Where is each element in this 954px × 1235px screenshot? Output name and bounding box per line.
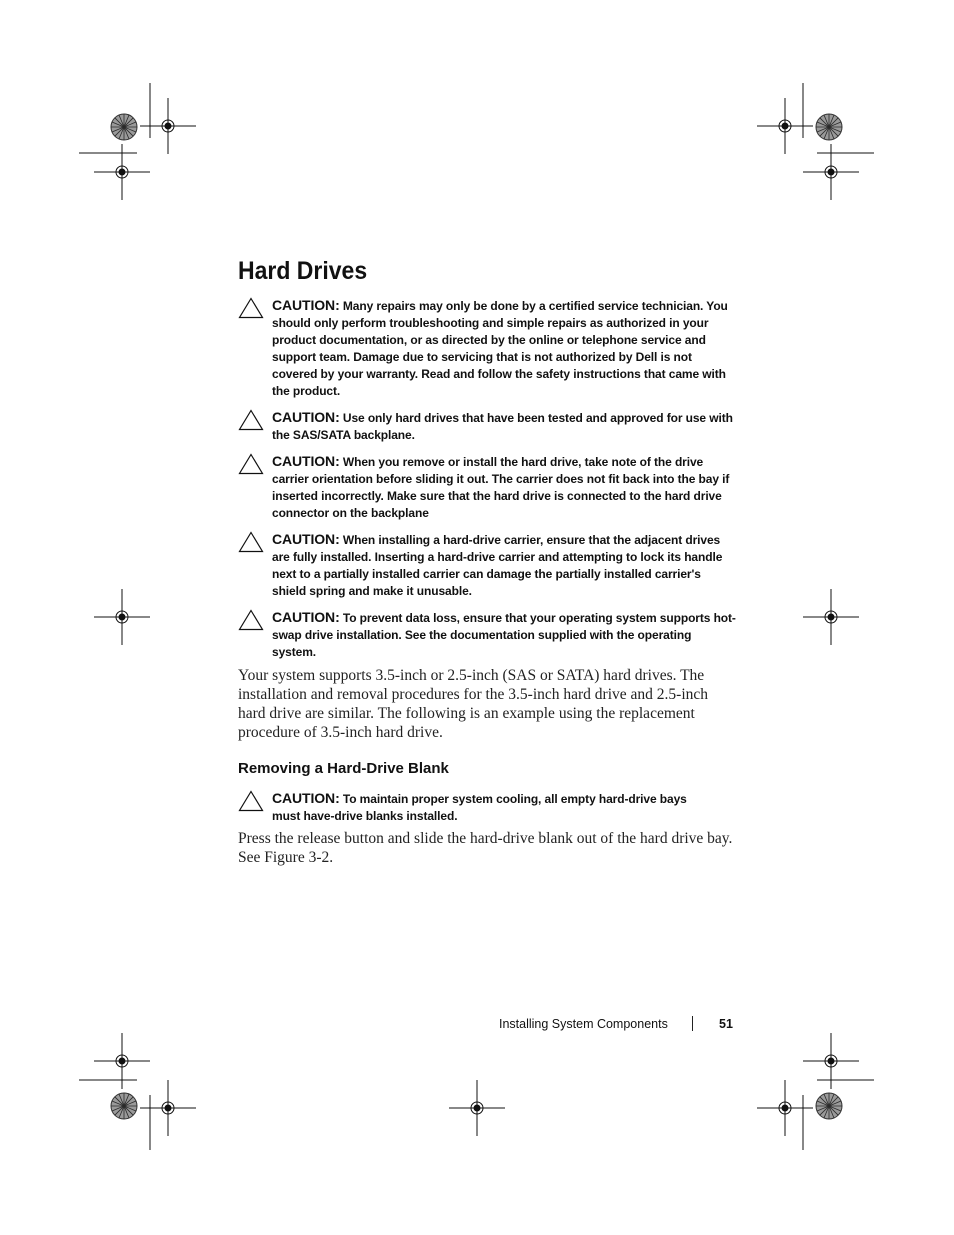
caution-block: [238, 453, 738, 522]
caution-text: [272, 790, 692, 825]
caution-message: Many repairs may only be done by a certified service technician. You should only perform troubleshooting and simple repairs as authorized in your product documentation, or as directed by the online or telephone service and support team. Damage due to servicing that is not authorized by Dell is not covered by your warranty. Read and follow the safety instructions that came with the product.: [272, 299, 728, 398]
caution-block: [238, 409, 738, 444]
caution-icon: [238, 409, 264, 431]
subsection-paragraph: Press the release button and slide the hard-drive blank out of the hard drive bay. See Figure 3-2.: [238, 830, 733, 866]
caution-text: [272, 453, 738, 522]
caution-block: [238, 609, 738, 661]
caution-text: [272, 409, 738, 444]
caution-label: CAUTION:: [272, 790, 340, 806]
intro-paragraph: Your system supports 3.5-inch or 2.5-inch (SAS or SATA) hard drives. The installation and removal procedures for the 3.5-inch hard drive and 2.5-inch hard drive are similar. The following is an example using the replacement procedure of 3.5-inch hard drive.: [238, 667, 709, 741]
caution-message: When you remove or install the hard drive, take note of the drive carrier orientation before sliding it out. The carrier does not fit back into the bay if inserted incorrectly. Make sure that the hard drive is connected to the hard drive connector on the backplane: [272, 455, 730, 520]
footer-chapter: Installing System Components: [499, 1017, 668, 1031]
subsection-title: Removing a Hard-Drive Blank: [238, 760, 449, 777]
page-number: 51: [719, 1017, 733, 1031]
caution-icon: [238, 790, 264, 812]
caution-text: [272, 531, 738, 600]
caution-icon: [238, 609, 264, 631]
caution-block: [238, 531, 738, 600]
caution-icon: [238, 531, 264, 553]
caution-message: When installing a hard-drive carrier, ensure that the adjacent drives are fully installed. Inserting a hard-drive carrier and attempting to lock its handle next to a partially installed carrier can damage the partially installed carrier's shield spring and make it unusable.: [272, 533, 723, 598]
caution-message: To prevent data loss, ensure that your operating system supports hot-swap drive installation. See the documentation supplied with the operating system.: [272, 611, 736, 659]
caution-label: CAUTION:: [272, 409, 340, 425]
caution-icon: [238, 297, 264, 319]
caution-icon: [238, 453, 264, 475]
footer-divider: [692, 1016, 693, 1031]
caution-label: CAUTION:: [272, 297, 340, 313]
caution-message: To maintain proper system cooling, all empty hard-drive bays must have-drive blanks installed.: [272, 792, 687, 823]
caution-label: CAUTION:: [272, 609, 340, 625]
caution-block: [238, 790, 738, 825]
page-title: Hard Drives: [238, 257, 368, 285]
caution-text: [272, 297, 738, 400]
caution-block: [238, 297, 738, 400]
caution-label: CAUTION:: [272, 453, 340, 469]
caution-message: Use only hard drives that have been tested and approved for use with the SAS/SATA backplane.: [272, 411, 733, 442]
caution-label: CAUTION:: [272, 531, 340, 547]
caution-text: [272, 609, 738, 661]
